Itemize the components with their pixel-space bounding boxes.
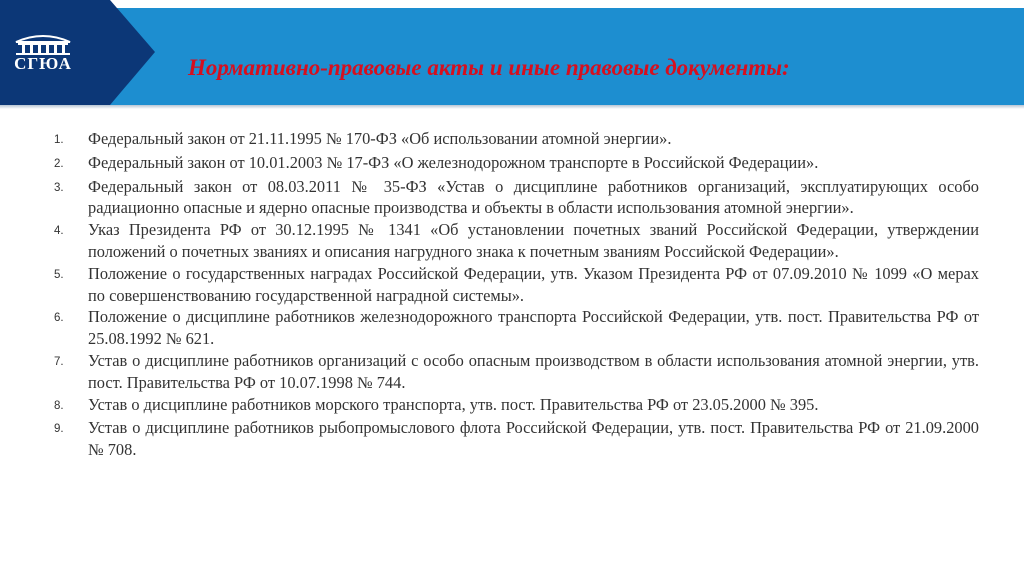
item-number: 2. — [54, 157, 64, 170]
item-number: 5. — [54, 268, 64, 281]
item-number: 1. — [54, 134, 64, 146]
university-logo — [10, 30, 76, 78]
logo-text: СГЮА — [14, 54, 72, 73]
item-number: 6. — [54, 312, 64, 325]
item-number: 8. — [54, 399, 64, 412]
item-text: Положение о дисциплине работников железнодорожного транспорта Российской Федерации, утв. пост. Правительства РФ от 25.08.1992 № 621. — [88, 307, 979, 349]
item-text: Федеральный закон от 21.11.1995 № 170-ФЗ «Об использовании атомной энергии». — [88, 129, 672, 148]
item-text: Федеральный закон от 10.01.2003 № 17-ФЗ «О железнодорожном транспорте в Российской Федерации». — [88, 152, 819, 172]
list-item — [54, 306, 979, 350]
list-item — [54, 417, 979, 461]
item-text: Указ Президента РФ от 30.12.1995 № 1341 «Об установлении почетных званий Российской Федерации, утверждении положений о почетных званиях и описания нагрудного знака к почетным званиям Российской Федерации». — [88, 220, 979, 261]
list-item — [54, 350, 979, 394]
building-emblem-icon — [10, 30, 76, 56]
list-item — [54, 152, 979, 176]
list-item — [54, 263, 979, 307]
item-text: Устав о дисциплине работников морского транспорта, утв. пост. Правительства РФ от 23.05.2000 № 395. — [88, 394, 819, 414]
item-text: Устав о дисциплине работников организаций с особо опасным производством в области использования атомной энергии, утв. пост. Правительства РФ от 10.07.1998 № 744. — [88, 350, 979, 392]
item-text: Положение о государственных наградах Российской Федерации, утв. Указом Президента РФ от 07.09.2010 № 1099 «О мерах по совершенствованию государственной наградной системы». — [88, 263, 979, 305]
item-text: Федеральный закон от 08.03.2011 № 35-ФЗ «Устав о дисциплине работников организаций, эксплуатирующих особо радиационно опасные и ядерно опасные производства и объекты в области использования атомной энергии». — [88, 176, 979, 218]
slide-title: Нормативно-правовые акты и иные правовые документы: — [188, 55, 790, 80]
item-number: 3. — [54, 181, 64, 194]
list-item — [54, 176, 979, 220]
documents-list — [54, 128, 979, 461]
item-number: 4. — [54, 225, 64, 238]
list-item — [54, 394, 979, 418]
item-text: Устав о дисциплине работников рыбопромыслового флота Российской Федерации, утв. пост. Правительства РФ от 21.09.2000 № 708. — [88, 418, 979, 460]
banner-arrow-shape — [110, 0, 155, 105]
list-item — [54, 219, 979, 263]
list-item — [54, 128, 979, 152]
banner-shadow — [0, 105, 1024, 109]
item-number: 7. — [54, 355, 64, 368]
header-banner — [0, 0, 1024, 105]
item-number: 9. — [54, 423, 64, 436]
